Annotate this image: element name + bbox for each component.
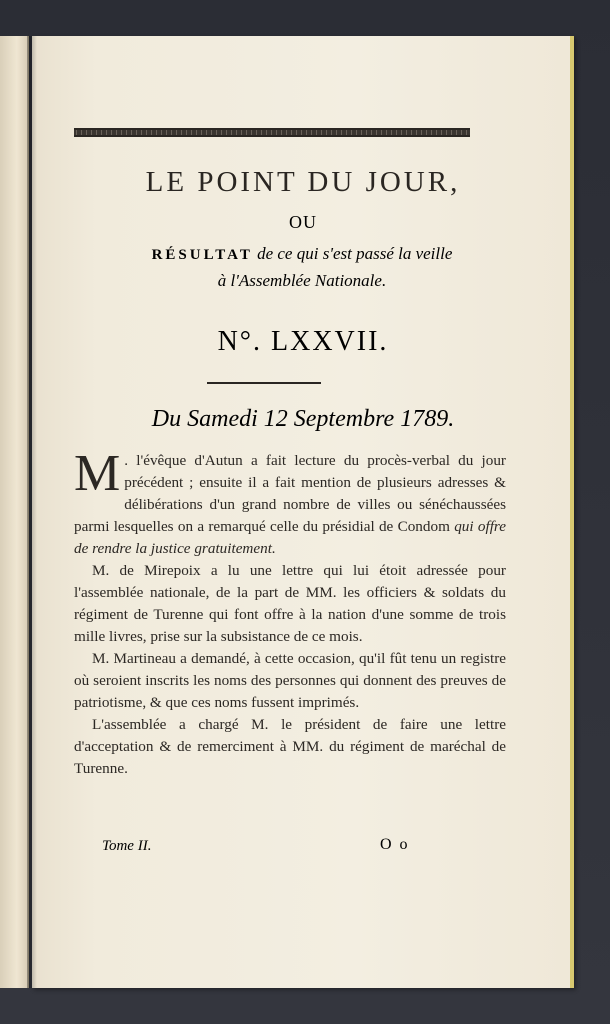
paragraph-1-text: . l'évêque d'Autun a fait lecture du procès-verbal du jour précédent ; ensuite il a fait mention de plusieurs adresses & délibérations d'un grand nombre de villes ou sénéchaussées parmi lesquelles on a remarqué celle du présidial de Condom: [74, 452, 506, 535]
subtitle-line-2: à l'Assemblée Nationale.: [217, 271, 387, 290]
ornamental-rule: [74, 128, 470, 137]
article-body: [74, 445, 506, 780]
subtitle-lead: RÉSULTAT: [151, 247, 253, 263]
subtitle-rest: de ce qui s'est passé la veille: [257, 244, 453, 263]
paragraph-1-italic: qui offre de rendre la justice gratuitement.: [74, 518, 506, 557]
drop-cap: M: [74, 445, 121, 502]
book-page: [32, 36, 574, 988]
title-conjunction: OU: [289, 212, 317, 232]
facing-page-edge: [0, 36, 29, 988]
spine-shadow: [27, 36, 37, 988]
divider-rule: [207, 382, 321, 384]
paragraph-3: M. Martineau a demandé, à cette occasion, qu'il fût tenu un registre où seroient inscrits les noms des personnes qui donnent des preuves de patriotisme, & que ces noms fussent imprimés.: [74, 650, 506, 711]
subtitle-line-1: [72, 244, 532, 264]
paragraph-4: L'assemblée a chargé M. le président de faire une lettre d'acceptation & de remerciment à MM. du régiment de maréchal de Turenne.: [74, 716, 506, 777]
paragraph-2: M. de Mirepoix a lu une lettre qui lui étoit adressée pour l'assemblée nationale, de la part de MM. les officiers & soldats du régiment de Turenne qui font offre à la nation d'une somme de trois mille livres, prise sur la subsistance de ce mois.: [74, 562, 506, 645]
page-title: LE POINT DU JOUR,: [145, 166, 461, 198]
paragraph-1: [74, 445, 506, 560]
volume-marker: Tome II.: [102, 838, 152, 854]
signature-mark: O o: [380, 836, 410, 853]
issue-number: N°. LXXVII.: [217, 326, 389, 357]
issue-date: Du Samedi 12 Septembre 1789.: [151, 406, 455, 432]
